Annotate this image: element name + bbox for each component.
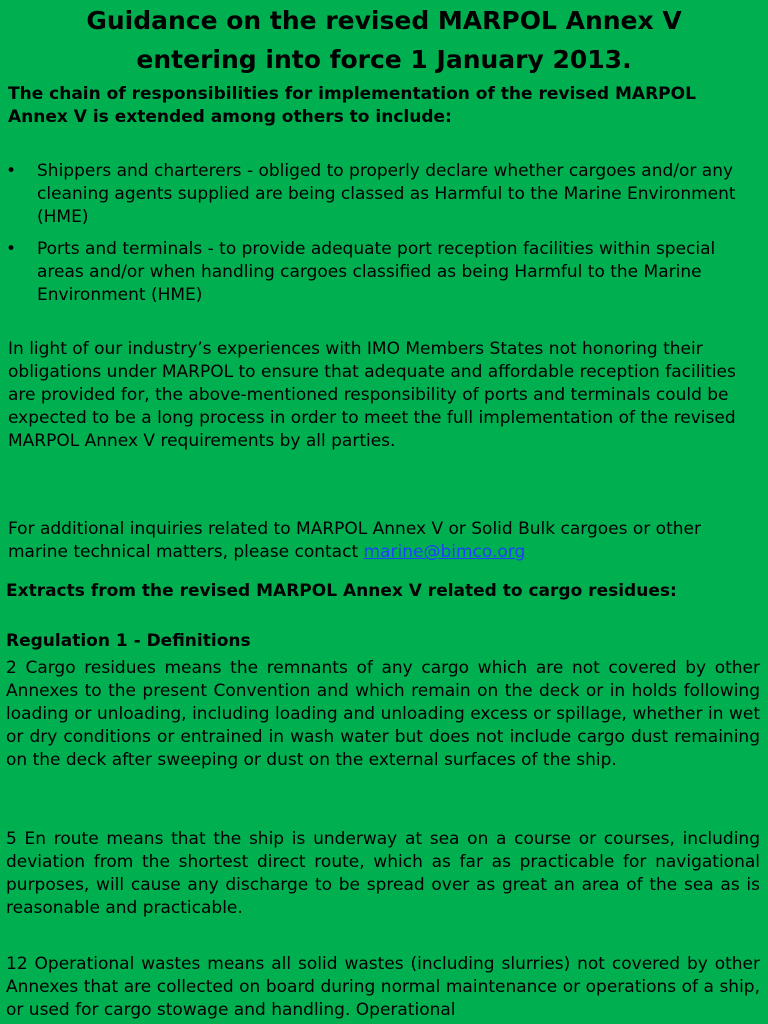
extracts-heading: Extracts from the revised MARPOL Annex V related to cargo residues: bbox=[6, 581, 677, 601]
definition-operational-wastes: 12 Operational wastes means all solid wastes (including slurries) not covered by other Annexes that are collected on board during normal maintenance or operations of a ship, or used for cargo stowage and handling. Operational bbox=[6, 954, 760, 1020]
contact-text: For additional inquiries related to MARPOL Annex V or Solid Bulk cargoes or other marine technical matters, please contact bbox=[8, 519, 701, 562]
email-link[interactable]: marine@bimco.org bbox=[363, 542, 526, 562]
definition-cargo-residues: 2 Cargo residues means the remnants of any cargo which are not covered by other Annexes to the present Convention and which remain on the deck or in holds following loading or unloading, including loading and unloading excess or spillage, whether in wet or dry conditions or entrained in wash water but does not include cargo dust remaining on the deck after sweeping or dust on the external surfaces of the ship. bbox=[6, 658, 760, 770]
list-item bbox=[0, 160, 768, 229]
regulation-heading: Regulation 1 - Definitions bbox=[6, 631, 251, 651]
bullet-icon: • bbox=[6, 239, 17, 259]
definition-en-route: 5 En route means that the ship is underway at sea on a course or courses, including deviation from the shortest direct route, which as far as practicable for navigational purposes, will cause any discharge to be spread over as great an area of the sea as is reasonable and practicable. bbox=[6, 829, 760, 918]
responsibilities-list bbox=[0, 160, 768, 316]
list-item bbox=[0, 238, 768, 307]
document-title-line-1: Guidance on the revised MARPOL Annex V bbox=[86, 6, 682, 35]
bullet-icon: • bbox=[6, 161, 17, 181]
list-item-text: Shippers and charterers - obliged to properly declare whether cargoes and/or any cleaning agents supplied are being classed as Harmful to the Marine Environment (HME) bbox=[37, 161, 736, 227]
industry-experience-paragraph: In light of our industry’s experiences with IMO Members States not honoring their obligations under MARPOL to ensure that adequate and affordable reception facilities are provided for, the above-mentioned responsibility of ports and terminals could be expected to be a long process in order to meet the full implementation of the revised MARPOL Annex V requirements by all parties. bbox=[8, 339, 736, 451]
document-title-line-2: entering into force 1 January 2013. bbox=[136, 45, 632, 74]
list-item-text: Ports and terminals - to provide adequate port reception facilities within special areas and/or when handling cargoes classified as being Harmful to the Marine Environment (HME) bbox=[37, 239, 716, 305]
intro-paragraph: The chain of responsibilities for implementation of the revised MARPOL Annex V is extended among others to include: bbox=[8, 84, 696, 127]
contact-paragraph bbox=[8, 518, 760, 564]
